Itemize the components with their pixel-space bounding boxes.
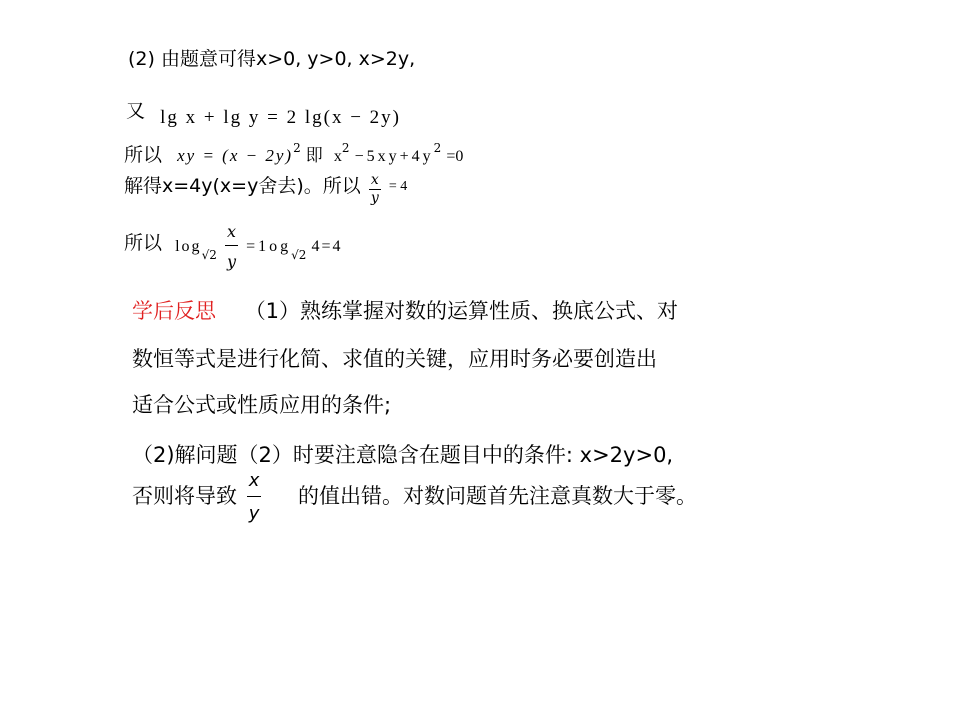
fraction-denominator: y: [226, 252, 236, 272]
fraction-denominator: y: [248, 502, 260, 524]
solution-line-3-equation-a: xy = (x − 2y): [177, 146, 294, 165]
reflection-text-2: 数恒等式是进行化简、求值的关键，应用时务必要创造出: [132, 347, 657, 371]
solution-line-3-equation-c: −5xy+4y: [354, 148, 434, 165]
reflection-line-3: [132, 382, 391, 428]
fraction-numerator: x: [370, 172, 379, 188]
solution-line-3-exponent-c: 2: [433, 141, 442, 155]
reflection-text-1: （1）熟练掌握对数的运算性质、换底公式、对: [244, 299, 679, 323]
solution-line-5-base-b: √2: [291, 248, 307, 263]
reflection-line-5: [132, 470, 697, 524]
reflection-text-5-prefix: 否则将导致: [132, 484, 237, 509]
reflection-text-4: （2)解问题（2）时要注意隐含在题目中的条件: x>2y>0,: [132, 443, 674, 467]
fraction-numerator: x: [225, 222, 238, 246]
solution-line-5-mid: =1og: [246, 238, 292, 256]
solution-line-5-base-a: √2: [201, 248, 217, 263]
reflection-fraction: [247, 470, 262, 524]
solution-line-3: [124, 140, 463, 167]
solution-line-3-equation-d: =0: [446, 148, 464, 165]
solution-line-4-text: 解得x=4y(x=y舍去)。所以: [124, 174, 361, 197]
solution-line-3-exponent-a: 2: [293, 141, 301, 155]
solution-line-5-result: 4=4: [311, 238, 343, 256]
reflection-text-3: 适合公式或性质应用的条件;: [132, 393, 392, 417]
reflection-heading: 学后反思: [132, 299, 216, 323]
reflection-line-2: [132, 336, 657, 382]
fraction-numerator: x: [247, 470, 262, 497]
solution-line-5: [124, 222, 343, 271]
solution-line-5-fraction: [225, 222, 238, 271]
solution-line-2: [126, 96, 401, 128]
solution-line-1-text: (2) 由题意可得x>0, y>0, x>2y,: [128, 48, 416, 70]
solution-line-2-prefix: 又: [126, 100, 146, 122]
solution-line-3-prefix: 所以: [124, 144, 163, 166]
solution-line-4: [124, 172, 407, 207]
fraction-denominator: y: [370, 189, 379, 206]
solution-line-4-fraction: [369, 172, 381, 207]
solution-line-3-connector: 即: [305, 146, 323, 166]
solution-line-3-exponent-b: 2: [341, 141, 350, 155]
solution-line-4-result: = 4: [388, 178, 408, 194]
reflection-line-1: [132, 288, 678, 334]
solution-line-2-equation: lg x + lg y = 2 lg(x − 2y): [160, 107, 401, 128]
solution-line-5-log-a: log: [175, 238, 202, 256]
solution-line-1: [128, 44, 415, 71]
reflection-text-5-suffix: 的值出错。对数问题首先注意真数大于零。: [298, 484, 698, 509]
solution-line-5-prefix: 所以: [124, 232, 163, 255]
solution-line-3-equation-b: x: [333, 148, 342, 165]
